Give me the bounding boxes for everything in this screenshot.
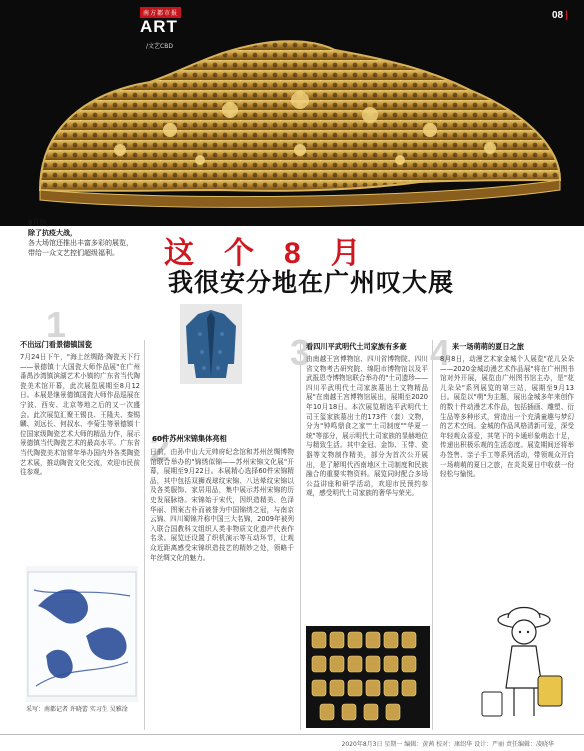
section-body: 由南越王宫博物馆、四川省博物院、四川省文物考古研究院、绵阳市博物馆以及平武报恩寺博物馆联合举办的"土司遗珍——四川平武明代土司家族墓出土文物精品展"在南越王宫博物馆展出，展期至2020年10月18日。本次展览精选平武明代土司王玺家族墓出土的173件（套）文物，分为"钟鸣鼎食之家""土司制度""华夏一统"等部分，展示明代土司家族的显赫地位与精致生活。其中金冠、金饰、玉带、瓷器等文物制作精美，部分为首次公开展出，是了解明代西南地区土司制度和民族融合的重要实物资料。展览同时配合多场公益讲座和研学活动，欢迎市民预约参观，感受明代土司家族的奢华与荣光。 (306, 355, 428, 498)
masthead-subtitle: /文艺CBD (146, 43, 173, 50)
section-number: 4 (430, 332, 451, 373)
section-number: 3 (290, 332, 311, 373)
headline-main: 这个8月 (164, 237, 391, 270)
page-footer: 2020年8月3日 星期一 编辑：黄茜 校对：康绍华 设计：严丽 责任编辑：凌晓华 (0, 734, 584, 751)
section-body: 日前，由孙中山大元帅府纪念馆和苏州丝绸博物馆联合举办的"锦绣似锦——苏州宋锦文化展"开幕，展期至9月22日。本展精心选择60件宋锦精品，其中包括双狮戏球纹宋锦、八达晕纹宋锦以及各类服饰、家居用品，集中展示苏州宋锦的历史发展脉络。宋锦始于宋代，因织造精美、色泽华丽、图案古朴而被誉为中国锦绣之冠，与南京云锦、四川蜀锦并称中国三大名锦，2009年被列入联合国教科文组织人类非物质文化遗产代表作名录。展览还设置了织机演示等互动环节，让观众近距离感受宋锦织造技艺的精妙之处，领略千年丝绸文化的魅力。 (150, 448, 294, 562)
song-brocade-jacket-photo (180, 304, 242, 384)
section-title: 看四川平武明代土司家族有多豪 (306, 342, 407, 351)
masthead-badge: 南方都市报 (140, 7, 181, 18)
photo-credit: 采写：南都记者 许晓蕾 实习生 吴雅淦 (26, 706, 128, 713)
section-title: 来一场萌萌的夏日之旅 (452, 342, 524, 351)
section-title: 60件苏州宋锦集体亮相 (152, 434, 227, 443)
headline-sub: 我很安分地在广州叹大展 (168, 269, 455, 297)
intro-blurb: 8月份， 除了抗疫大战， 各大场馆还推出丰富多彩的展览， 带给一众文艺控们超级福利。 (28, 219, 133, 257)
masthead-title: ART (140, 17, 178, 36)
page-number: 08 | (552, 10, 568, 21)
column-divider (300, 340, 301, 730)
section-number: 2 (150, 428, 171, 469)
gold-ornament-plaques-photo (306, 626, 430, 728)
column-divider (144, 340, 145, 730)
section-body: 7月24日下午，"海上丝绸路·陶瓷天下行——景德镇十大国瓷大师作品展"在广州番禺沙湾镇滨湖艺术小镇的广东省当代陶瓷美术馆开幕，此次展览展期至8月12日。本展是继景德镇国瓷大师作品巡展在宁波、西安、北京等地之后的又一次盛会。此次展览汇聚王锡良、王隆夫、秦锡麟、刘远长、何叔水、李菊生等景德镇十位国家级陶瓷艺术大师的精品力作，展示景德镇当代陶瓷艺术的最高水平。广东省当代陶瓷美术馆常年举办国内外各类陶瓷艺术展，推动陶瓷文化交流，欢迎市民前往参观。 (20, 353, 140, 477)
section-number: 1 (46, 304, 67, 345)
blue-white-vase-photo (26, 566, 138, 702)
section-body: 8月8日，动漫艺术家金城个人展览"花儿朵朵——2020金城动漫艺术作品展"将在广州图书馆对外开展，展览由广州图书馆主办，是"花儿朵朵"系列展览的第三站，展期至9月13日。展览以"萌"为主题，展出金城多年来创作的数十件动漫艺术作品，包括插画、雕塑、衍生品等多种形式，营造出一个充满童趣与梦幻的艺术空间。金城的作品风格清新可爱，深受年轻观众喜爱，其笔下的卡通形象萌态十足，传递出积极乐观的生活态度。展览期间还将举办签售、亲子手工等系列活动，带领观众开启一场萌萌的夏日之旅，在炎炎夏日中收获一份轻松与愉悦。 (440, 355, 574, 479)
gold-crown-photo (0, 30, 584, 226)
column-divider (432, 340, 433, 730)
section-title: 不出远门看景德镇国瓷 (20, 340, 92, 349)
cartoon-girl-illustration (478, 596, 570, 728)
hero-band (0, 0, 584, 226)
